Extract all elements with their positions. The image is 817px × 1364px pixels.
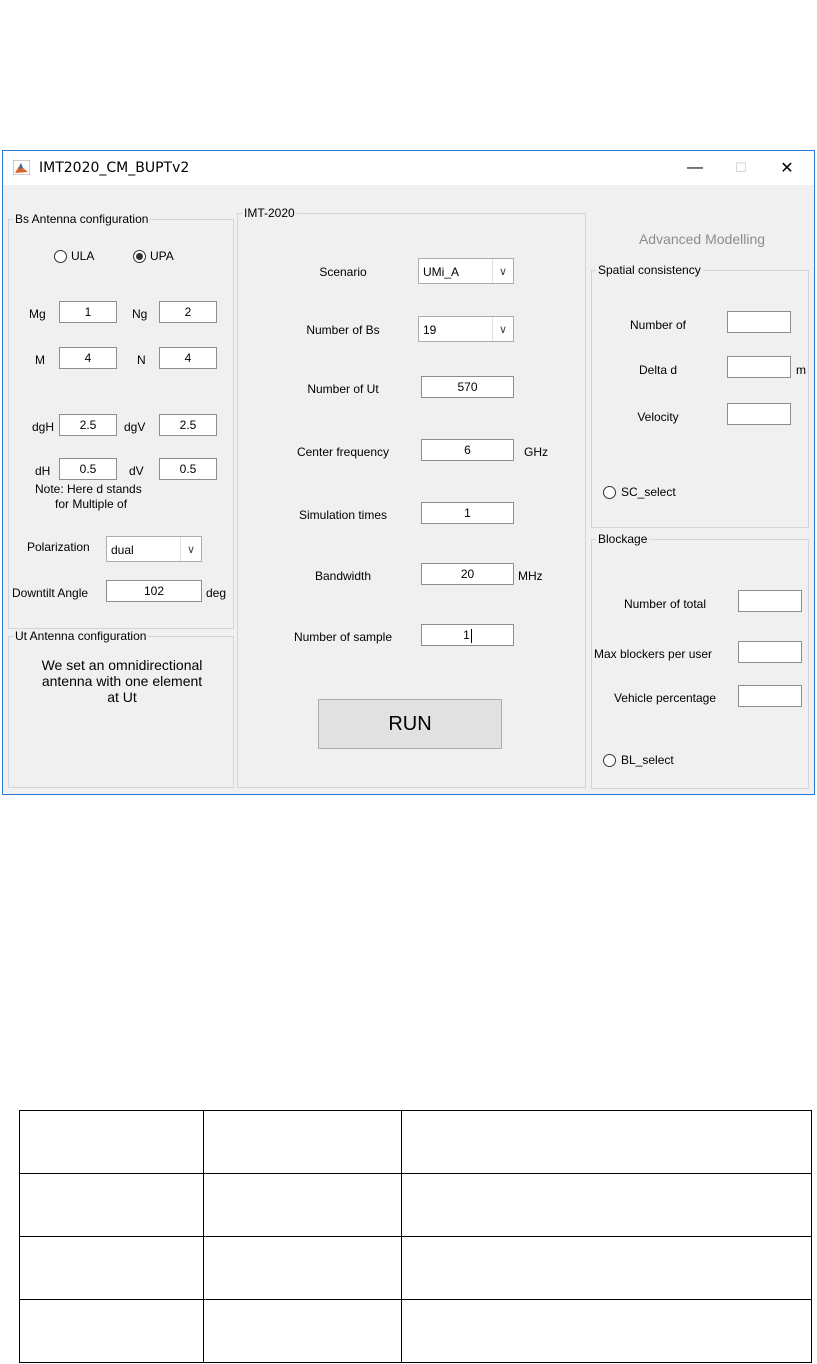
- downtilt-input[interactable]: 102: [106, 580, 202, 602]
- total-input[interactable]: [738, 590, 802, 612]
- table-cell: [401, 1300, 811, 1363]
- empty-table: [19, 1110, 812, 1363]
- ula-radio[interactable]: [54, 250, 67, 263]
- text-cursor: [471, 629, 472, 643]
- num-bs-label: Number of Bs: [306, 323, 380, 337]
- delta-d-input[interactable]: [727, 356, 791, 378]
- chevron-down-icon: ∨: [180, 537, 201, 561]
- max-blockers-input[interactable]: [738, 641, 802, 663]
- center-freq-label: Center frequency: [296, 445, 390, 459]
- ut-antenna-title: Ut Antenna configuration: [15, 629, 147, 643]
- polarization-dropdown[interactable]: [106, 536, 202, 562]
- note-line-2: for Multiple of: [55, 497, 128, 511]
- run-button[interactable]: RUN: [318, 699, 502, 749]
- sc-select-radio[interactable]: [603, 486, 616, 499]
- num-bs-value: 19: [423, 323, 437, 337]
- ut-text-line-2: antenna with one element: [41, 673, 203, 689]
- bandwidth-label: Bandwidth: [314, 569, 372, 583]
- vehicle-input[interactable]: [738, 685, 802, 707]
- n-input[interactable]: 4: [159, 347, 217, 369]
- ng-input[interactable]: 2: [159, 301, 217, 323]
- sim-times-label: Simulation times: [298, 508, 388, 522]
- upa-label: UPA: [150, 249, 174, 263]
- blockage-group: [591, 532, 809, 789]
- n-label: N: [137, 353, 146, 367]
- delta-d-unit: m: [796, 363, 806, 377]
- close-button[interactable]: ✕: [780, 160, 794, 177]
- ut-text-line-3: at Ut: [107, 689, 137, 705]
- total-label: Number of total: [623, 597, 707, 611]
- bs-antenna-title: Bs Antenna configuration: [15, 212, 149, 226]
- table-cell: [203, 1300, 401, 1363]
- table-cell: [20, 1111, 204, 1174]
- table-cell: [203, 1174, 401, 1237]
- table-cell: [203, 1237, 401, 1300]
- num-sample-input[interactable]: [421, 624, 514, 646]
- ula-label: ULA: [71, 249, 95, 263]
- upa-radio[interactable]: [133, 250, 146, 263]
- table-cell: [20, 1237, 204, 1300]
- m-label: M: [35, 353, 45, 367]
- spatial-title: Spatial consistency: [598, 263, 701, 277]
- blockage-title: Blockage: [598, 532, 648, 546]
- downtilt-label: Downtilt Angle: [12, 586, 89, 600]
- m-input[interactable]: 4: [59, 347, 117, 369]
- downtilt-unit: deg: [206, 586, 227, 600]
- maximize-button[interactable]: ☐: [735, 160, 747, 175]
- chevron-down-icon: ∨: [492, 259, 513, 283]
- mg-input[interactable]: 1: [59, 301, 117, 323]
- num-bs-dropdown[interactable]: [418, 316, 514, 342]
- imt-title: IMT-2020: [244, 206, 295, 220]
- table-cell: [20, 1300, 204, 1363]
- upa-radio-selected-dot: [136, 253, 143, 260]
- scenario-label: Scenario: [319, 265, 367, 279]
- num-ut-input[interactable]: 570: [421, 376, 514, 398]
- spatial-group: [591, 263, 809, 528]
- window-title: IMT2020_CM_BUPTv2: [39, 160, 190, 176]
- center-freq-unit: GHz: [524, 445, 548, 459]
- dv-label: dV: [129, 464, 144, 478]
- scenario-dropdown[interactable]: [418, 258, 514, 284]
- table-cell: [401, 1174, 811, 1237]
- num-sample-value: 1: [463, 628, 470, 642]
- number-of-label: Number of: [629, 318, 687, 332]
- num-ut-label: Number of Ut: [307, 382, 379, 396]
- chevron-down-icon: ∨: [492, 317, 513, 341]
- advanced-modelling-title: Advanced Modelling: [638, 231, 766, 247]
- ut-antenna-text: [9, 657, 235, 705]
- imt-group: [237, 206, 586, 788]
- sim-times-input[interactable]: 1: [421, 502, 514, 524]
- max-blockers-label: Max blockers per user: [594, 647, 713, 661]
- table-cell: [20, 1174, 204, 1237]
- bandwidth-unit: MHz: [518, 569, 543, 583]
- velocity-label: Velocity: [637, 410, 679, 424]
- table-cell: [401, 1237, 811, 1300]
- bl-select-label: BL_select: [621, 753, 674, 767]
- velocity-input[interactable]: [727, 403, 791, 425]
- center-freq-input[interactable]: 6: [421, 439, 514, 461]
- number-of-input[interactable]: [727, 311, 791, 333]
- polarization-value: dual: [111, 543, 134, 557]
- table-cell: [203, 1111, 401, 1174]
- ut-text-line-1: We set an omnidirectional: [41, 657, 203, 673]
- table-row: [20, 1300, 812, 1363]
- ng-label: Ng: [132, 307, 148, 321]
- dh-label: dH: [35, 464, 51, 478]
- note-line-1: Note: Here d stands: [35, 482, 142, 496]
- sc-select-label: SC_select: [621, 485, 676, 499]
- matlab-icon: [13, 160, 30, 175]
- ut-antenna-group: [8, 629, 234, 788]
- dgh-label: dgH: [32, 420, 55, 434]
- bl-select-radio[interactable]: [603, 754, 616, 767]
- dgv-label: dgV: [124, 420, 146, 434]
- vehicle-label: Vehicle percentage: [613, 691, 717, 705]
- table-cell: [401, 1111, 811, 1174]
- table-row: [20, 1237, 812, 1300]
- table-row: [20, 1111, 812, 1174]
- dv-input[interactable]: 0.5: [159, 458, 217, 480]
- polarization-label: Polarization: [27, 540, 90, 554]
- mg-label: Mg: [29, 307, 46, 321]
- table-row: [20, 1174, 812, 1237]
- dgh-input[interactable]: 2.5: [59, 414, 117, 436]
- bandwidth-input[interactable]: 20: [421, 563, 514, 585]
- bs-antenna-group: [8, 212, 234, 629]
- dgv-input[interactable]: 2.5: [159, 414, 217, 436]
- minimize-button[interactable]: —: [687, 159, 703, 176]
- num-sample-label: Number of sample: [293, 630, 393, 644]
- title-bar: [3, 151, 814, 185]
- app-window: [2, 150, 815, 795]
- dh-input[interactable]: 0.5: [59, 458, 117, 480]
- delta-d-label: Delta d: [638, 363, 678, 377]
- scenario-value: UMi_A: [423, 265, 460, 279]
